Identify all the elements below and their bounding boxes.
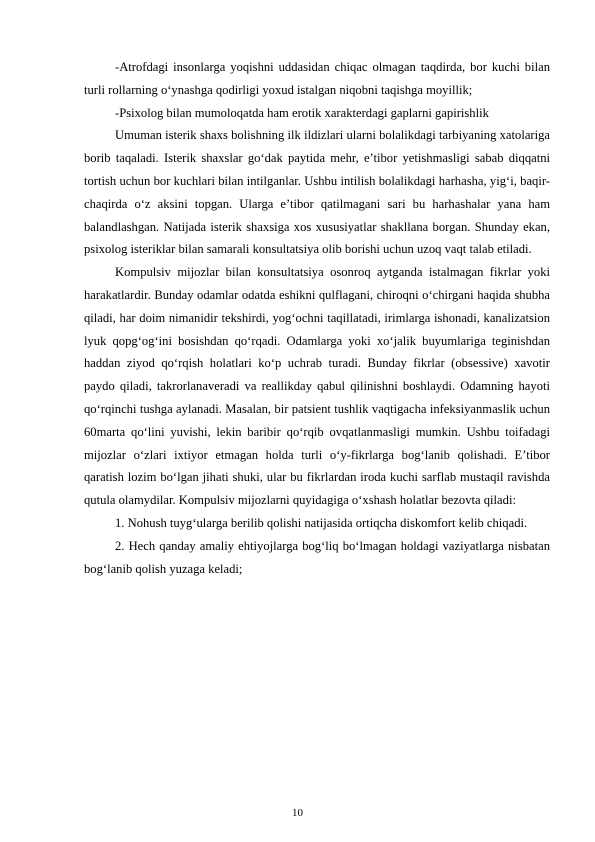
paragraph-bullet-erotic: -Psixolog bilan mumoloqatda ham erotik xarakterdagi gaplarni gapirishlik	[115, 105, 489, 120]
page-body	[84, 56, 550, 580]
paragraph-compulsive-clients: Kompulsiv mijozlar bilan konsultatsiya osonroq aytganda istalmagan fikrlar yoki harakatlardir. Bunday odamlar odatda eshikni qulflagani, chiroqni o‘chirgani haqida shubha qiladi, har doim nimanidir tekshirdi, yog‘ochni taqillatadi, irimlarga ishonadi, kanalizatsion lyuk qopg‘og‘ini bosishdan qo‘rqadi. Odamlarga yoki xo‘jalik buyumlariga teginishdan haddan ziyod qo‘rqish holatlari ko‘p uchrab turadi. Bunday fikrlar (obsessive) xavotir paydo qiladi, takrorlanaveradi va reallikday qabul qilinishni boshlaydi. Odamning hayoti qo‘rqinchi tushga aylanadi. Masalan, bir patsient tushlik vaqtigacha infeksiyanmaslik uchun 60marta qo‘lini yuvishi, lekin baribir qo‘rqib ovqatlanmasligi mumkin. Ushbu toifadagi mijozlar o‘zlari ixtiyor etmagan holda turli o‘y-fikrlarga bog‘lanib qolishadi. E’tibor qaratish lozim bo‘lgan jihati shuki, ular bu fikrlardan iroda kuchi sarflab mustaqil ravishda qutula olamydilar. Kompulsiv mijozlarni quyidagiga o‘xshash holatlar bezovta qiladi:	[84, 265, 550, 508]
page-number: 10	[292, 807, 303, 819]
paragraph-hysteric-roots: Umuman isterik shaxs bolishning ilk ildizlari ularni bolalikdagi tarbiyaning xatolariga borib taqaladi. Isterik shaxslar go‘dak paytida mehr, e’tibor yetishmasligi sabab diqqatni tortish uchun bor kuchlari bilan intilganlar. Ushbu intilish bolalikdagi harhasha, yig‘i, baqir-chaqirda o‘z aksini topgan. Ularga e’tibor qatilmagani sari bu harhashalar yana ham balandlashgan. Natijada isterik shaxsiga xos xususiyatlar shakllana borgan. Shunday ekan, psixolog isteriklar bilan samarali konsultatsiya olib borishi uchun uzoq vaqt talab etiladi.	[84, 128, 550, 257]
list-item-1: 1. Nohush tuyg‘ularga berilib qolishi natijasida ortiqcha diskomfort kelib chiqadi.	[115, 515, 528, 530]
list-item-2: 2. Hech qanday amaliy ehtiyojlarga bog‘liq bo‘lmagan holdagi vaziyatlarga nisbatan bog‘lanib qolish yuzaga keladi;	[84, 538, 550, 576]
paragraph-bullet-mask: -Atrofdagi insonlarga yoqishni uddasidan chiqac olmagan taqdirda, bor kuchi bilan turli rollarning o‘ynashga qodirligi yoxud istalgan niqobni taqishga moyillik;	[84, 60, 550, 97]
